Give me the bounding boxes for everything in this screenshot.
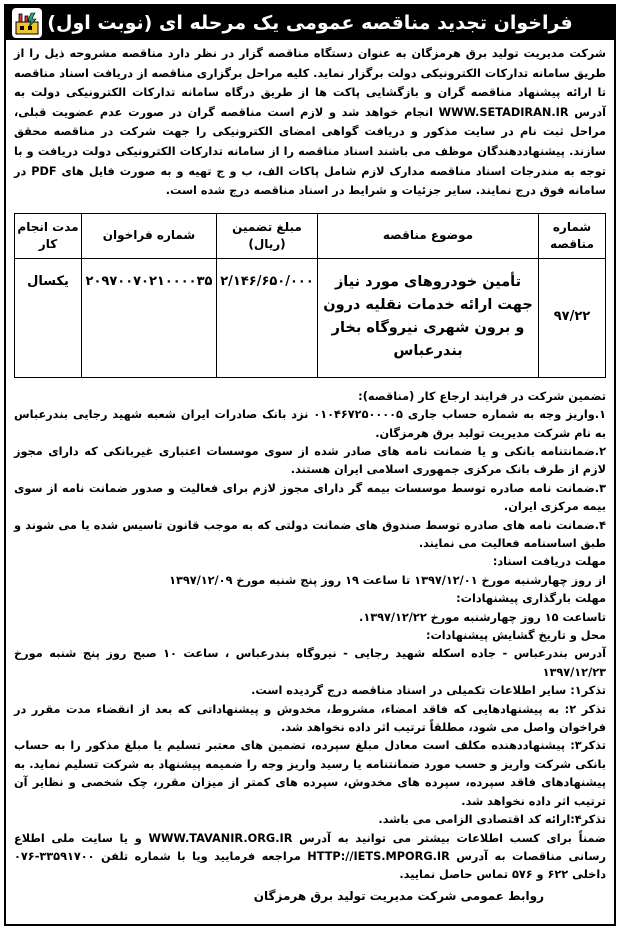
documents-deadline: از روز چهارشنبه مورخ ۱۳۹۷/۱۲/۰۱ تا ساعت ۱۹ روز پنج شنبه مورخ ۱۳۹۷/۱۲/۰۹: [169, 573, 606, 587]
documents-deadline-heading: مهلت دریافت اسناد:: [492, 555, 606, 569]
cell-guarantee: ۲/۱۴۶/۶۵۰/۰۰۰: [217, 258, 318, 377]
col-header-subject: موضوع مناقصه: [318, 213, 539, 258]
notice-title: فراخوان تجدید مناقصه عمومی یک مرحله ای (نوبت اول): [47, 12, 573, 34]
note-3: تذکر۳: پیشنهاددهنده مکلف است معادل مبلغ سپرده، تضمین های معتبر تسلیم یا مبلغ مذکور را به حساب بانکی شرکت واریز و حسب مورد ضمانتنامه یا رسید واریز وجه را ضمیمه پیشنهاد به شرکت تسلیم نماید. به پیشنهادهای فاقد سپرده، سپرده های مخدوش، سپرده های کمتر از میزان مقرر، چک شخصی و نظایر آن ترتیب اثر داده نخواهد شد.: [14, 739, 606, 808]
cell-call-number: ۲۰۹۷۰۰۷۰۲۱۰۰۰۰۳۵: [82, 258, 217, 377]
table-row: [15, 258, 606, 377]
cell-subject: تأمین خودروهای مورد نیاز جهت ارائه خدمات نقلیه درون و برون شهری نیروگاه بخار بندرعباس: [318, 258, 539, 377]
power-plant-logo-icon: [12, 8, 42, 38]
note-1: تذکر۱: سایر اطلاعات تکمیلی در اسناد مناقصه درج گردیده است.: [251, 684, 606, 698]
conditions: [6, 378, 614, 885]
note-4: تذکر۴:ارائه کد اقتصادی الزامی می باشد.: [378, 813, 606, 827]
title-bar: [6, 6, 614, 40]
upload-deadline: تاساعت ۱۵ روز چهارشنبه مورخ ۱۳۹۷/۱۲/۲۲.: [359, 610, 606, 624]
cell-duration: یکسال: [15, 258, 82, 377]
signature: روابط عمومی شرکت مدیریت تولید برق هرمزگان: [253, 888, 544, 903]
tender-table: [14, 213, 606, 378]
col-header-guarantee: مبلغ تضمین (ریال): [217, 213, 318, 258]
note-2: تذکر ۲: به پیشنهادهایی که فاقد امضاء، مشروط، مخدوش و پیشنهاداتی که بعد از انقضاء مدت مقرر در فراخوان واصل می شود، مطلقاً ترتیب اثر داده نخواهد شد.: [14, 702, 606, 735]
col-header-number: شماره مناقصه: [539, 213, 606, 258]
list-item: ۱.واریز وجه به شماره حساب جاری ۰۱۰۴۶۷۲۵۰۰۰۰۵ نزد بانک صادرات ایران شعبه شهید رجایی بندرعباس به نام شرکت مدیریت تولید برق هرمزگان.: [14, 408, 607, 440]
opening-heading: محل و تاریخ گشایش پیشنهادات:: [425, 629, 606, 643]
col-header-call-number: شماره فراخوان: [82, 213, 217, 258]
tender-notice: [4, 4, 616, 926]
table-header-row: [15, 213, 606, 258]
list-item: ۲.ضمانتنامه بانکی و یا ضمانت نامه های صادر شده از سوی موسسات اعتباری غیربانکی که دارای مجوز لازم از طرف بانک مرکزی جمهوری اسلامی ایران هستند.: [14, 444, 606, 477]
upload-deadline-heading: مهلت بارگذاری پیشنهادات:: [456, 592, 606, 606]
list-item: ۴.ضمانت نامه های صادره توسط صندوق های ضمانت دولتی که به موجب قانون تاسیس شده یا می شوند و طبق اساسنامه فعالیت می نمایند.: [14, 518, 606, 550]
col-header-duration: مدت انجام کار: [15, 213, 82, 258]
cell-number: ۹۷/۲۲: [539, 258, 606, 377]
intro-paragraph: شرکت مدیریت تولید برق هرمزگان به عنوان دستگاه مناقصه گزار در نظر دارد مناقصه مشروحه ذیل را از طریق سامانه تدارکات الکترونیکی دولت برگزار نماید. کلیه مراحل برگزاری مناقصه از دریافت اسناد مناقصه تا ارائه پیشنهاد مناقصه گران و بازگشایی پاکت ها از طریق درگاه سامانه تدارکات الکترونیکی دولت به آدرس WWW.SETADIRAN.IR انجام خواهد شد و لازم است مناقصه گران در صورت عدم عضویت قبلی، مراحل ثبت نام در سایت مذکور و دریافت گواهی امضای الکترونیکی را جهت شرکت در مناقصه محقق سازند. پیشنهاددهندگان موظف می باشند اسناد مناقصه را از سامانه تدارکات الکترونیکی دولت دریافت و با توجه به مندرجات اسناد مناقصه مدارک لازم شامل پاکات الف، ب و ج تهیه و به صورت فایل های PDF در سامانه فوق درج نمایند. سایر جزئیات و شرایط در اسناد مناقصه درج شده است.: [14, 47, 607, 198]
list-item: ۳.ضمانت نامه صادره توسط موسسات بیمه گر دارای مجوز لازم برای فعالیت و صدور ضمانت نامه از سوی بیمه مرکزی ایران.: [14, 481, 606, 514]
guarantee-heading: تضمین شرکت در فرایند ارجاع کار (مناقصه):: [358, 389, 606, 403]
opening-details: آدرس بندرعباس - جاده اسکله شهید رجایی - نیروگاه بندرعباس ، ساعت ۱۰ صبح روز پنج شنبه مورخ ۱۳۹۷/۱۲/۲۳: [14, 647, 607, 679]
contact-info: ضمناً برای کسب اطلاعات بیشتر می توانید به آدرس WWW.TAVANIR.ORG.IR و یا سایت ملی اطلاع رسانی مناقصات به آدرس HTTP://IETS.MPORG.IR مراجعه فرمایید ویا با شماره تلفن ۳۳۵۹۱۷۰۰-۰۷۶ داخلی ۶۲۲ و ۵۷۶ تماس حاصل نمایید.: [14, 831, 606, 882]
